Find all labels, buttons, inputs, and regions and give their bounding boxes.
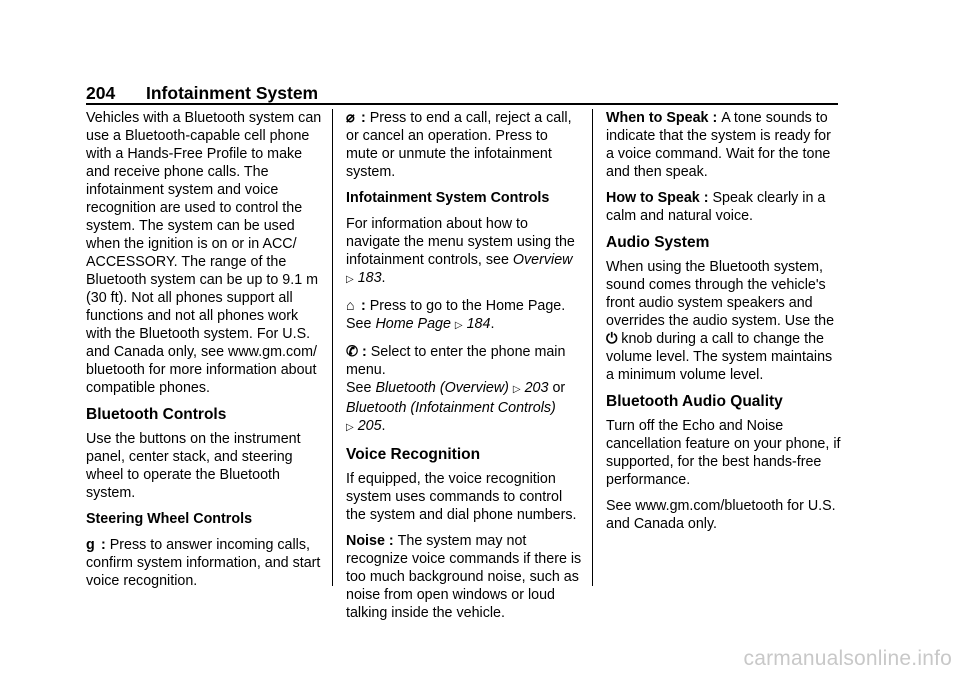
phone-answer-icon: g: [86, 537, 95, 553]
noise-text: The system may not recognize voice commands if there is too much background noise, such as noise from open windows or loud talking inside the vehicle.: [346, 533, 582, 621]
home-text: Press to go to the Home Page. See: [346, 298, 566, 332]
column-1: [86, 109, 324, 598]
answer-call-text: Press to answer incoming calls, confirm system information, and start voice recognition.: [86, 537, 321, 589]
audio-paragraph: [606, 258, 842, 384]
subheading-infotainment-controls: Infotainment System Controls: [346, 190, 550, 206]
page-ref-icon: ▷: [346, 422, 354, 433]
heading-bluetooth-audio-quality: Bluetooth Audio Quality: [606, 393, 783, 410]
page-header: [86, 82, 318, 104]
infotainment-paragraph: For information about how to navigate the menu system using the infotainment controls, see Overview ▷ 183.: [346, 216, 575, 286]
page-ref-icon: ▷: [454, 320, 463, 331]
intro-paragraph: Vehicles with a Bluetooth system can use a Bluetooth-capable cell phone with a Hands-Free Profile to make and receive phone calls. The infotainment system and voice recognition are used to control the system. The system can be used when the ignition is on or in ACC/ ACCESSORY. The range of the Bluetooth system can be up to 9.1 m (30 ft). Not all phones support all functions and not all phones work with the Bluetooth system. For U.S. and Canada only, see www.gm.com/ bluetooth for more information about compatible phones.: [86, 110, 322, 396]
see-label: See: [346, 380, 372, 396]
when-to-speak-text: A tone sounds to indicate that the system is ready for a voice command. Wait for the tone and then speak.: [606, 110, 831, 180]
audio-text-2: knob during a call to change the volume level. The system maintains a minimum volume level.: [606, 331, 833, 383]
when-to-speak-term: When to Speak: [606, 110, 709, 126]
answer-call-paragraph: g : Press to answer incoming calls, confirm system information, and start voice recognition.: [86, 537, 321, 589]
phone-icon: ✆: [346, 344, 358, 360]
page-ref-icon: ▷: [512, 384, 521, 395]
infotainment-text: For information about how to navigate the menu system using the infotainment controls, see: [346, 216, 575, 268]
subheading-steering-wheel-controls: Steering Wheel Controls: [86, 511, 253, 527]
end-call-icon: ⌀: [346, 110, 355, 126]
column-divider-1: [332, 109, 333, 586]
or-label: or: [552, 380, 566, 396]
see-website-paragraph: See www.gm.com/bluetooth for U.S. and Canada only.: [606, 498, 836, 532]
heading-audio-system: Audio System: [606, 234, 710, 251]
bluetooth-infotainment-controls-page-number[interactable]: 205: [357, 418, 382, 434]
page-number: 204: [86, 83, 116, 103]
phone-menu-text: Select to enter the phone main menu.: [346, 344, 566, 378]
end-call-text: Press to end a call, reject a call, or cancel an operation. Press to mute or unmute the infotainment system.: [346, 110, 572, 180]
home-icon: ⌂: [346, 298, 355, 314]
end-call-paragraph: ⌀ : Press to end a call, reject a call, or cancel an operation. Press to mute or unmute the infotainment system.: [346, 110, 572, 180]
audio-text-1: When using the Bluetooth system, sound comes through the vehicle's front audio system speakers and overrides the audio system. Use the: [606, 259, 835, 329]
voice-paragraph: If equipped, the voice recognition system uses commands to control the system and dial phone numbers.: [346, 471, 577, 523]
page-title: Infotainment System: [146, 83, 319, 103]
watermark: carmanualsonline.info: [743, 647, 952, 670]
home-page-number[interactable]: 184: [466, 316, 491, 332]
heading-voice-recognition: Voice Recognition: [346, 446, 481, 463]
column-3: [606, 109, 842, 541]
phone-menu-paragraph: ✆ : Select to enter the phone main menu. See Bluetooth (Overview) ▷ 203 or Bluetooth (Infotainment Controls) ▷ 205.: [346, 344, 566, 434]
bluetooth-overview-page-number[interactable]: 203: [524, 380, 549, 396]
heading-bluetooth-controls: Bluetooth Controls: [86, 406, 227, 423]
how-to-speak-term: How to Speak: [606, 190, 700, 206]
bluetooth-infotainment-controls-link[interactable]: Bluetooth (Infotainment Controls): [346, 400, 556, 416]
noise-paragraph: Noise : The system may not recognize voice commands if there is too much background noise, such as noise from open windows or loud talking inside the vehicle.: [346, 533, 582, 621]
bluetooth-overview-link[interactable]: Bluetooth (Overview): [375, 380, 509, 396]
power-knob-icon: ⏻: [606, 331, 618, 347]
header-rule: [86, 103, 838, 105]
quality-paragraph: Turn off the Echo and Noise cancellation feature on your phone, if supported, for the best hands-free performance.: [606, 418, 841, 488]
page-ref-icon: ▷: [346, 274, 354, 285]
overview-page-number[interactable]: 183: [357, 270, 382, 286]
column-divider-2: [592, 109, 593, 586]
how-to-speak-paragraph: How to Speak : Speak clearly in a calm and natural voice.: [606, 190, 826, 224]
controls-paragraph: Use the buttons on the instrument panel, center stack, and steering wheel to operate the Bluetooth system.: [86, 431, 301, 501]
noise-term: Noise: [346, 533, 385, 549]
overview-link[interactable]: Overview: [512, 252, 573, 268]
column-2: [346, 109, 582, 630]
how-to-speak-text: Speak clearly in a calm and natural voice.: [606, 190, 826, 224]
when-to-speak-paragraph: When to Speak : A tone sounds to indicate that the system is ready for a voice command. Wait for the tone and then speak.: [606, 110, 831, 180]
home-paragraph: ⌂ : Press to go to the Home Page. See Home Page ▷ 184.: [346, 298, 566, 332]
home-page-link[interactable]: Home Page: [375, 316, 451, 332]
